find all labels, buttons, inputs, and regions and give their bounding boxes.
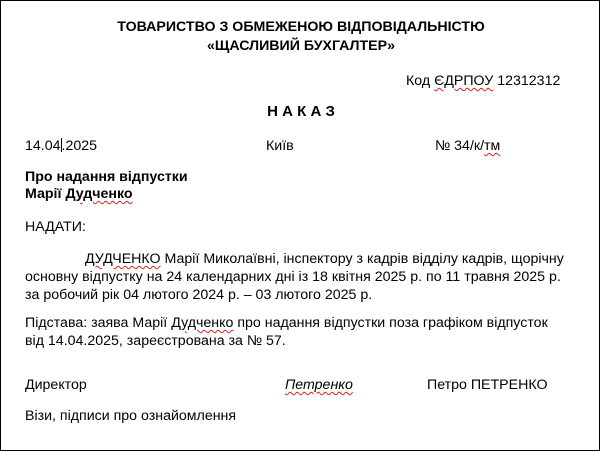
- edrpou-code-word: ЄДРПОУ: [434, 73, 494, 89]
- subject-name: Марії: [25, 186, 62, 202]
- basis-line1-post: про надання відпустки поза графіком відпусток: [233, 315, 548, 331]
- employee-surname: ДУДЧЕНКО: [85, 251, 161, 267]
- edrpou-line: [406, 73, 560, 90]
- main-paragraph-line1: [85, 250, 564, 269]
- order-date: [25, 138, 97, 155]
- order-number: [435, 138, 500, 155]
- basis-line2: від 14.04.2025, зареєстрована за № 57.: [25, 333, 286, 349]
- signature-full-name: Петро ПЕТРЕНКО: [427, 377, 548, 393]
- footer-note: Візи, підписи про ознайомлення: [25, 408, 237, 424]
- document-title: Н А К А З: [267, 103, 335, 120]
- company-name-line1: ТОВАРИСТВО З ОБМЕЖЕНОЮ ВІДПОВІДАЛЬНІСТЮ: [117, 19, 485, 35]
- company-name-line2: «ЩАСЛИВИЙ БУХГАЛТЕР»: [206, 38, 395, 54]
- basis-line1: [25, 314, 548, 333]
- edrpou-number: 12312312: [497, 73, 561, 89]
- main-paragraph-line2: основну відпустку на 24 календарних дні із 18 квітня 2025 р. по 11 травня 2025 р.: [25, 269, 561, 285]
- order-number-suffix: тм: [484, 138, 501, 154]
- order-date-part1: 14.04: [25, 138, 61, 154]
- order-word: НАДАТИ:: [25, 219, 86, 235]
- basis-surname: Дудченко: [171, 315, 234, 331]
- order-city: Київ: [266, 138, 294, 154]
- signature-position: Директор: [25, 377, 87, 393]
- order-date-part2: .2025: [61, 138, 98, 154]
- main-paragraph-line1-rest: Марії Миколаївні, інспектору з кадрів відділу кадрів, щорічну: [160, 251, 564, 267]
- signature-handwritten: Петренко: [285, 377, 353, 393]
- order-number-prefix: № 34/к/: [435, 138, 485, 154]
- subject-surname: Дудченко: [65, 186, 133, 202]
- subject-line2: [25, 186, 133, 203]
- subject-line1: Про надання відпустки: [25, 169, 188, 185]
- edrpou-label: Код: [406, 73, 431, 89]
- main-paragraph-line3: за робочий рік 04 лютого 2024 р. – 03 лютого 2025 р.: [25, 287, 373, 303]
- basis-line1-pre: Підстава: заява Марії: [25, 315, 172, 331]
